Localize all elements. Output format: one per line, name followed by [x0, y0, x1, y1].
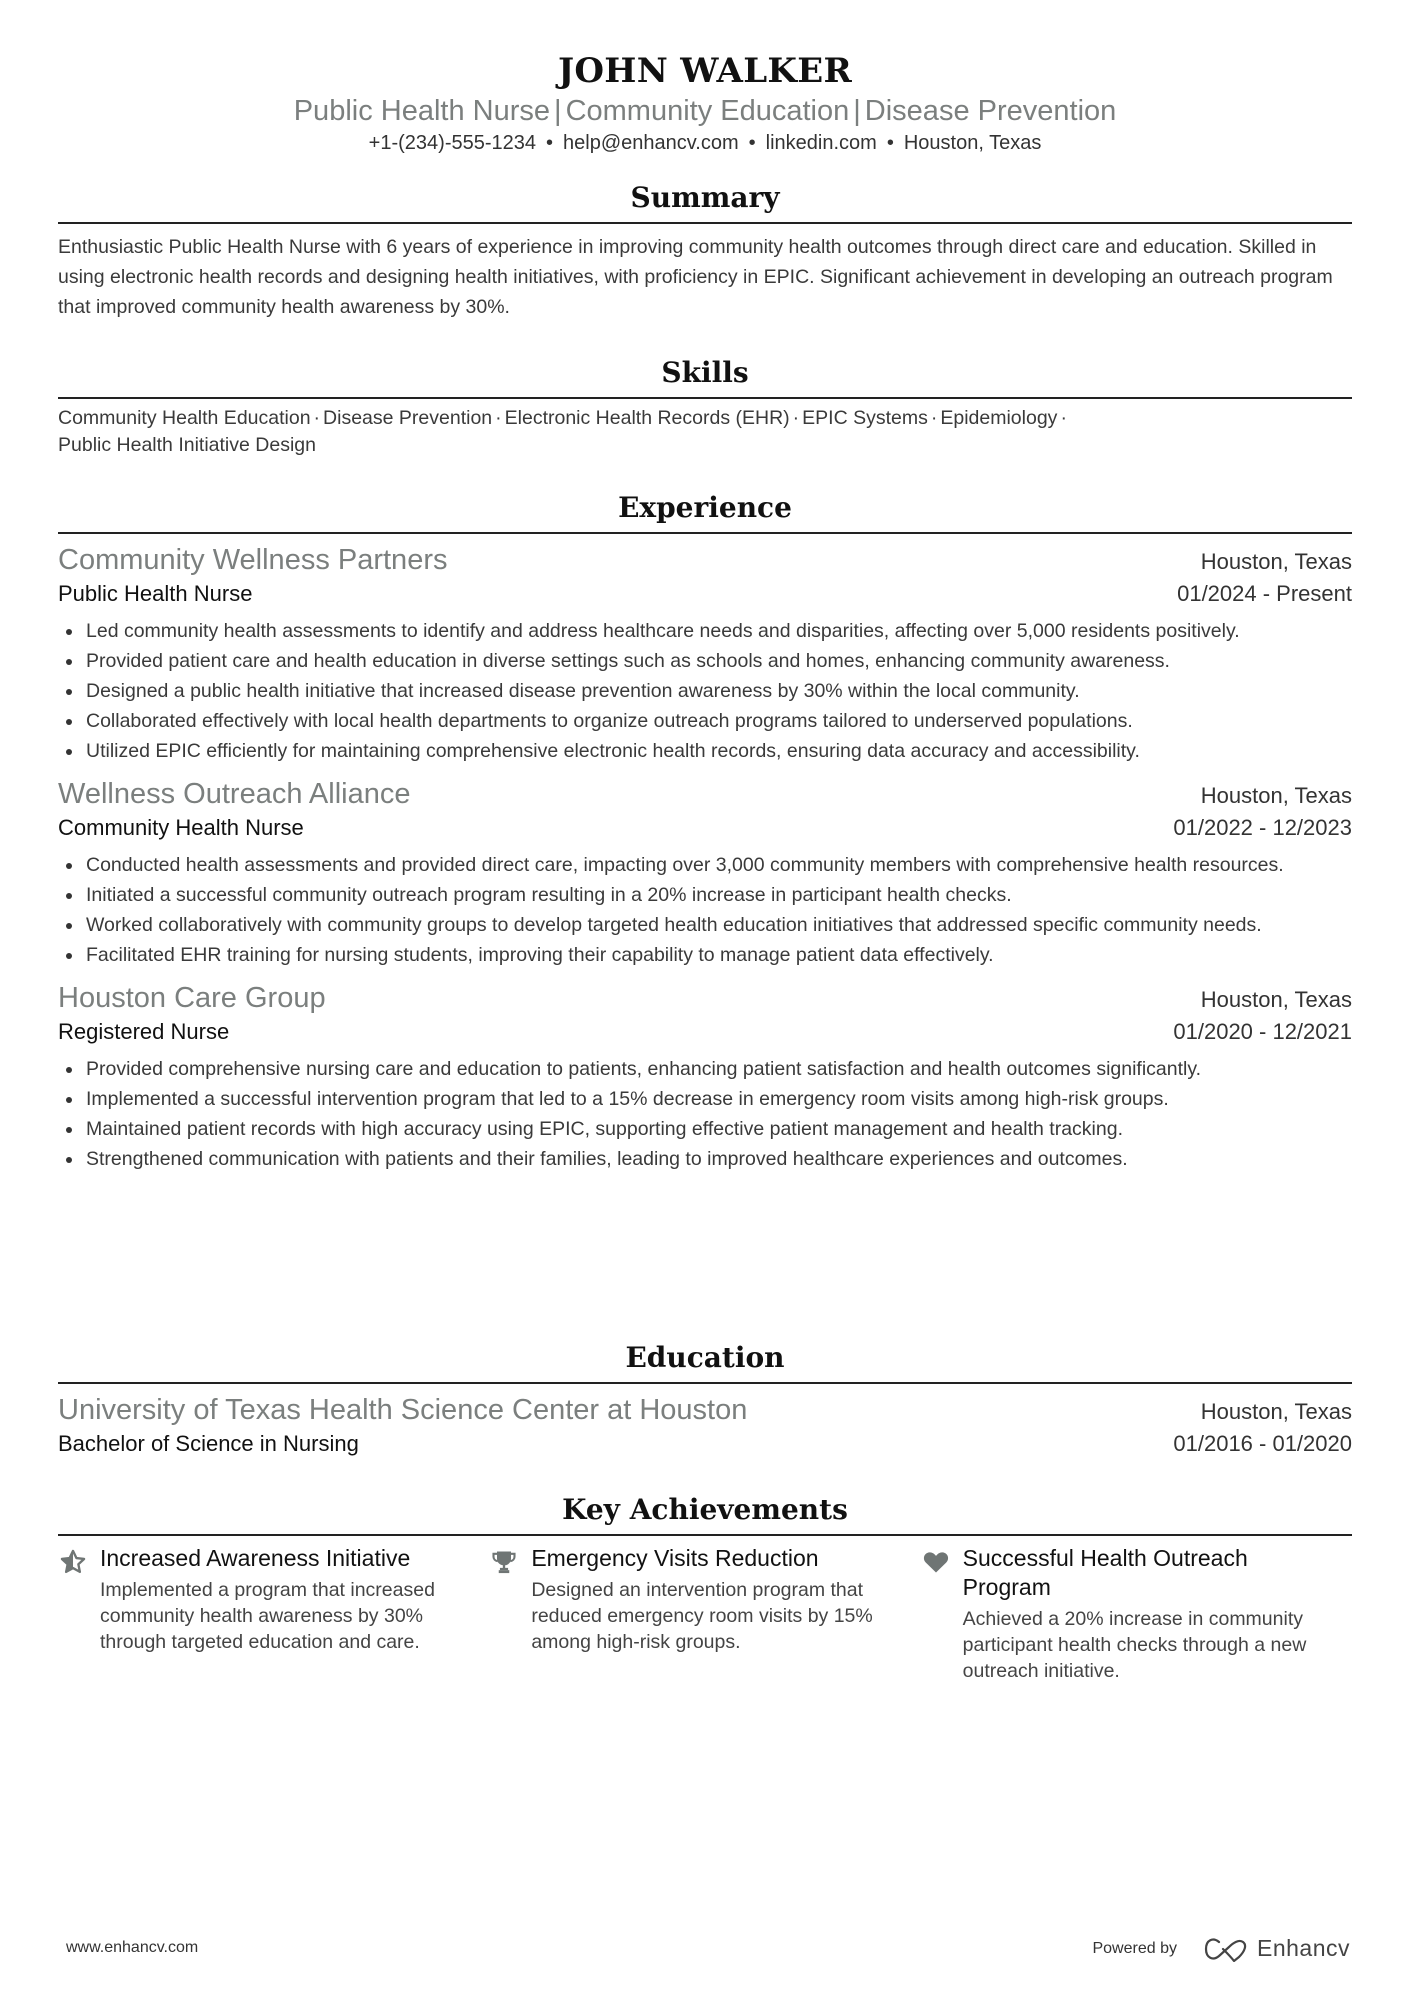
skills-list [58, 405, 1352, 459]
footer-url-link[interactable]: www.enhancv.com [66, 1939, 199, 1956]
location: Houston, Texas [903, 132, 1042, 154]
achievement-item [921, 1544, 1352, 1684]
summary-text: Enthusiastic Public Health Nurse with 6 years of experience in improving community health outcomes through direct care and education. Skilled in using electronic health records and designing health initiatives, with proficiency in EPIC. Significant achievement in developing an outreach program that improved community health awareness by 30%. [58, 236, 1333, 318]
job-title: Registered Nurse [58, 1019, 230, 1044]
powered-by-label: Powered by [1092, 1939, 1177, 1957]
skill-item: Public Health Initiative Design [58, 434, 316, 456]
headline [58, 93, 1352, 129]
experience-section [58, 490, 1352, 1174]
bullet-item: Initiated a successful community outreach program resulting in a 20% increase in participant health checks. [58, 880, 1352, 910]
headline-item: Disease Prevention [864, 95, 1117, 127]
skill-separator: · [1060, 407, 1067, 429]
bullet-item: Designed a public health initiative that increased disease prevention awareness by 30% within the local community. [58, 676, 1352, 706]
contact-separator: • [748, 132, 756, 154]
job-location: Houston, Texas [1200, 783, 1352, 808]
achievement-description: Implemented a program that increased community health awareness by 30% through targeted education and care. [100, 1579, 435, 1653]
bullet-item: Led community health assessments to identify and address healthcare needs and disparities, affecting over 5,000 residents positively. [58, 616, 1352, 646]
headline-item: Public Health Nurse [293, 95, 551, 127]
job-bullets [58, 850, 1352, 970]
skill-separator: · [930, 407, 938, 429]
section-divider [58, 397, 1352, 399]
email-link[interactable]: help@enhancv.com [563, 132, 739, 154]
skill-item: EPIC Systems [802, 407, 928, 429]
resume-page [58, 0, 1352, 1682]
star-half-icon [58, 1544, 100, 1684]
education-dates: 01/2016 - 01/2020 [1173, 1431, 1352, 1456]
achievement-title: Increased Awareness Initiative [100, 1545, 411, 1571]
heart-icon [921, 1544, 963, 1684]
job-title: Community Health Nurse [58, 815, 304, 840]
section-title: Education [625, 1341, 785, 1374]
company-name: Community Wellness Partners [58, 544, 448, 576]
bullet-item: Collaborated effectively with local health departments to organize outreach programs tailored to underserved populations. [58, 706, 1352, 736]
job-entry [58, 542, 1352, 766]
education-section [58, 1340, 1352, 1460]
job-title: Public Health Nurse [58, 581, 253, 606]
company-name: Houston Care Group [58, 982, 326, 1014]
bullet-item: Implemented a successful intervention program that led to a 15% decrease in emergency room visits among high-risk groups. [58, 1084, 1352, 1114]
section-divider [58, 1382, 1352, 1384]
education-entry [58, 1392, 1352, 1460]
achievement-description: Designed an intervention program that reduced emergency room visits by 15% among high-risk groups. [531, 1579, 873, 1653]
skill-separator: · [495, 407, 502, 429]
achievements-grid [58, 1544, 1352, 1684]
bullet-item: Strengthened communication with patients and their families, leading to improved healthcare experiences and outcomes. [58, 1144, 1352, 1174]
achievement-title: Emergency Visits Reduction [531, 1545, 819, 1571]
resume-header [58, 0, 1352, 156]
page-footer [66, 1935, 1350, 1965]
achievement-description: Achieved a 20% increase in community participant health checks through a new outreach initiative. [962, 1608, 1307, 1682]
trophy-icon [489, 1544, 531, 1684]
achievement-title: Successful Health Outreach Program [962, 1545, 1248, 1600]
enhancv-logo-icon [1203, 1936, 1249, 1962]
contact-separator: • [546, 132, 554, 154]
job-entry [58, 980, 1352, 1174]
section-title: Skills [661, 356, 749, 389]
section-title: Experience [618, 491, 792, 524]
achievements-section [58, 1492, 1352, 1684]
bullet-item: Maintained patient records with high accuracy using EPIC, supporting effective patient management and health tracking. [58, 1114, 1352, 1144]
bullet-item: Facilitated EHR training for nursing students, improving their capability to manage patient data effectively. [58, 940, 1352, 970]
contact-separator: • [886, 132, 894, 154]
bullet-item: Conducted health assessments and provided direct care, impacting over 3,000 community members with comprehensive health resources. [58, 850, 1352, 880]
skill-item: Disease Prevention [323, 407, 493, 429]
summary-section [58, 180, 1352, 322]
job-bullets [58, 1054, 1352, 1174]
headline-item: Community Education [565, 95, 850, 127]
headline-separator: | [853, 95, 861, 127]
skill-item: Electronic Health Records (EHR) [504, 407, 790, 429]
linkedin-link[interactable]: linkedin.com [765, 132, 877, 154]
job-location: Houston, Texas [1200, 987, 1352, 1012]
job-dates: 01/2022 - 12/2023 [1173, 815, 1352, 840]
headline-separator: | [554, 95, 562, 127]
section-divider [58, 532, 1352, 534]
job-dates: 01/2024 - Present [1177, 581, 1352, 606]
achievement-item [489, 1544, 920, 1684]
job-location: Houston, Texas [1200, 549, 1352, 574]
job-bullets [58, 616, 1352, 766]
bullet-item: Provided patient care and health education in diverse settings such as schools and homes, enhancing community awareness. [58, 646, 1352, 676]
school-name: University of Texas Health Science Center at Houston [58, 1394, 748, 1426]
skill-separator: · [313, 407, 321, 429]
section-divider [58, 222, 1352, 224]
contact-info [58, 130, 1352, 156]
bullet-item: Utilized EPIC efficiently for maintaining comprehensive electronic health records, ensuring data accuracy and accessibility. [58, 736, 1352, 766]
powered-by[interactable] [1092, 1935, 1350, 1962]
company-name: Wellness Outreach Alliance [58, 778, 411, 810]
degree: Bachelor of Science in Nursing [58, 1431, 359, 1456]
enhancv-brand: Enhancv [1256, 1935, 1350, 1961]
phone[interactable]: +1-(234)-555-1234 [368, 132, 537, 154]
candidate-name: JOHN WALKER [557, 51, 853, 91]
section-title: Summary [630, 181, 780, 214]
skills-section [58, 355, 1352, 459]
skill-separator: · [792, 407, 800, 429]
skill-item: Epidemiology [940, 407, 1058, 429]
job-entry [58, 776, 1352, 970]
skill-item: Community Health Education [58, 407, 311, 429]
achievement-item [58, 1544, 489, 1684]
job-dates: 01/2020 - 12/2021 [1173, 1019, 1352, 1044]
bullet-item: Worked collaboratively with community groups to develop targeted health education initiatives that addressed specific community needs. [58, 910, 1352, 940]
section-divider [58, 1534, 1352, 1536]
school-location: Houston, Texas [1200, 1399, 1352, 1424]
section-title: Key Achievements [562, 1493, 848, 1526]
bullet-item: Provided comprehensive nursing care and education to patients, enhancing patient satisfaction and health outcomes significantly. [58, 1054, 1352, 1084]
